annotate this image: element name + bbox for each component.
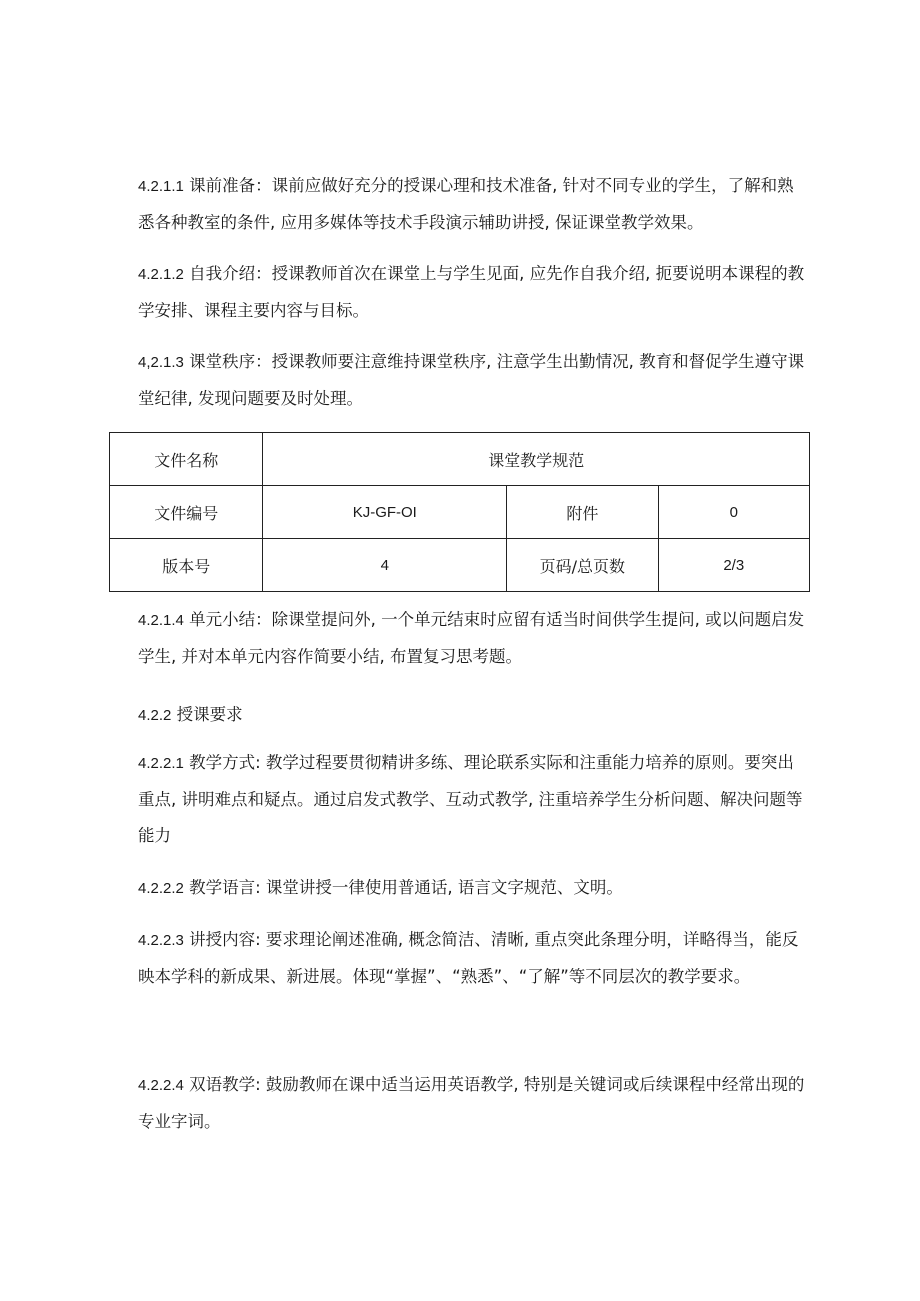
heading-4-2-2	[138, 697, 810, 734]
paragraph-4-2-2-1	[138, 745, 810, 854]
section-number: 4.2.2.3	[138, 932, 184, 949]
document-meta-table	[109, 432, 810, 592]
paragraph-4-2-2-2	[138, 870, 810, 907]
paragraph-4-2-2-4	[138, 1067, 810, 1140]
section-number: 4.2.1.4	[138, 612, 184, 629]
section-text: 教学方式: 教学过程要贯彻精讲多练、理论联系实际和注重能力培养的原则。要突出重点, 讲明难点和疑点。通过启发式教学、互动式教学, 注重培养学生分析问题、解决问题等能力	[138, 753, 803, 845]
section-text: 课堂秩序：授课教师要注意维持课堂秩序, 注意学生出勤情况, 教育和督促学生遵守课堂纪律, 发现问题要及时处理。	[138, 352, 805, 408]
section-text: 双语教学: 鼓励教师在课中适当运用英语教学, 特别是关键词或后续课程中经常出现的专业字词。	[138, 1075, 805, 1131]
section-number: 4,2.1.3	[138, 354, 184, 371]
section-text: 课前准备：课前应做好充分的授课心理和技术准备, 针对不同专业的学生，了解和熟悉各种教室的条件, 应用多媒体等技术手段演示辅助讲授, 保证课堂教学效果。	[138, 176, 794, 232]
section-number: 4.2.2.4	[138, 1077, 184, 1094]
file-name-value: 课堂教学规范	[263, 433, 810, 486]
file-name-label: 文件名称	[110, 433, 263, 486]
file-code-label: 文件编号	[110, 486, 263, 539]
attachment-label: 附件	[507, 486, 658, 539]
paragraph-4-2-1-2	[138, 256, 810, 329]
page-count-label: 页码/总页数	[507, 539, 658, 592]
paragraph-4-2-2-3	[138, 922, 810, 995]
section-text: 单元小结：除课堂提问外, 一个单元结束时应留有适当时间供学生提问, 或以问题启发学生, 并对本单元内容作简要小结, 布置复习思考题。	[138, 610, 805, 666]
section-text: 授课要求	[176, 705, 243, 724]
section-text: 讲授内容: 要求理论阐述准确, 概念简洁、清晰, 重点突此条理分明，详略得当，能反映本学科的新成果、新进展。体现“掌握”、“熟悉”、“了解”等不同层次的教学要求。	[138, 930, 799, 986]
section-number: 4.2.2.1	[138, 755, 184, 772]
section-number: 4.2.1.1	[138, 178, 184, 195]
version-value: 4	[263, 539, 507, 592]
page-count-value: 2/3	[658, 539, 809, 592]
version-label: 版本号	[110, 539, 263, 592]
section-text: 教学语言: 课堂讲授一律使用普通话, 语言文字规范、文明。	[189, 878, 623, 897]
section-number: 4.2.1.2	[138, 266, 184, 283]
section-number: 4.2.2.2	[138, 880, 184, 897]
attachment-value: 0	[658, 486, 809, 539]
section-number: 4.2.2	[138, 707, 172, 724]
section-text: 自我介绍：授课教师首次在课堂上与学生见面, 应先作自我介绍, 扼要说明本课程的教学安排、课程主要内容与目标。	[138, 264, 805, 320]
paragraph-4-2-1-3	[138, 344, 810, 417]
paragraph-4-2-1-1	[138, 168, 810, 241]
file-code-value: KJ-GF-OI	[263, 486, 507, 539]
table-row	[110, 539, 810, 592]
table-row	[110, 433, 810, 486]
paragraph-4-2-1-4	[138, 602, 810, 675]
table-row	[110, 486, 810, 539]
